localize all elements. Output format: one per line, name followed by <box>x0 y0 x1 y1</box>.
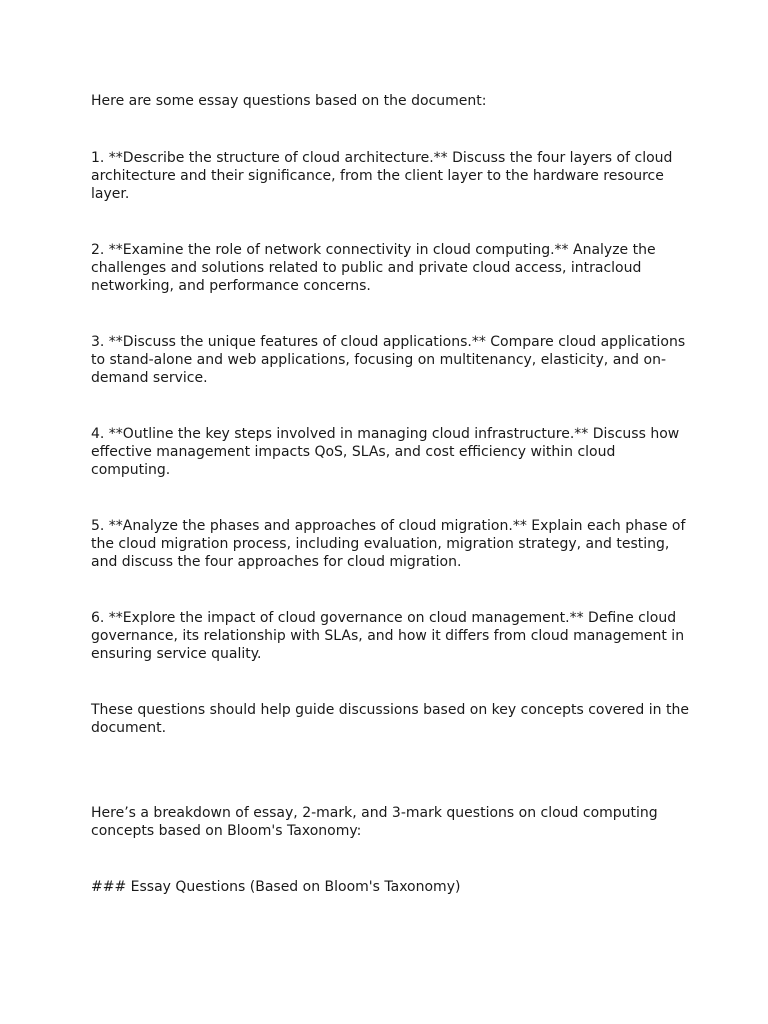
question-1: 1. **Describe the structure of cloud architecture.** Discuss the four layers of cloud architecture and their significance, from the client layer to the hardware resource layer. <box>91 150 673 202</box>
question-6: 6. **Explore the impact of cloud governance on cloud management.** Define cloud governance, its relationship with SLAs, and how it differs from cloud management in ensuring service quality. <box>91 610 685 662</box>
intro-text: Here are some essay questions based on the document: <box>91 93 487 109</box>
question-4: 4. **Outline the key steps involved in managing cloud infrastructure.** Discuss how effective management impacts QoS, SLAs, and cost efficiency within cloud computing. <box>91 426 680 478</box>
conclusion-text: These questions should help guide discussions based on key concepts covered in the document. <box>91 702 689 736</box>
question-5: 5. **Analyze the phases and approaches of cloud migration.** Explain each phase of the cloud migration process, including evaluation, migration strategy, and testing, and discuss the four approaches for cloud migration. <box>91 518 686 570</box>
breakdown-intro-text: Here’s a breakdown of essay, 2-mark, and 3-mark questions on cloud computing concepts based on Bloom's Taxonomy: <box>91 805 658 839</box>
question-3: 3. **Discuss the unique features of cloud applications.** Compare cloud applications to stand-alone and web applications, focusing on multitenancy, elasticity, and on-demand service. <box>91 334 686 386</box>
question-2: 2. **Examine the role of network connectivity in cloud computing.** Analyze the challenges and solutions related to public and private cloud access, intracloud networking, and performance concerns. <box>91 242 656 294</box>
section-heading: ### Essay Questions (Based on Bloom's Taxonomy) <box>91 879 461 895</box>
